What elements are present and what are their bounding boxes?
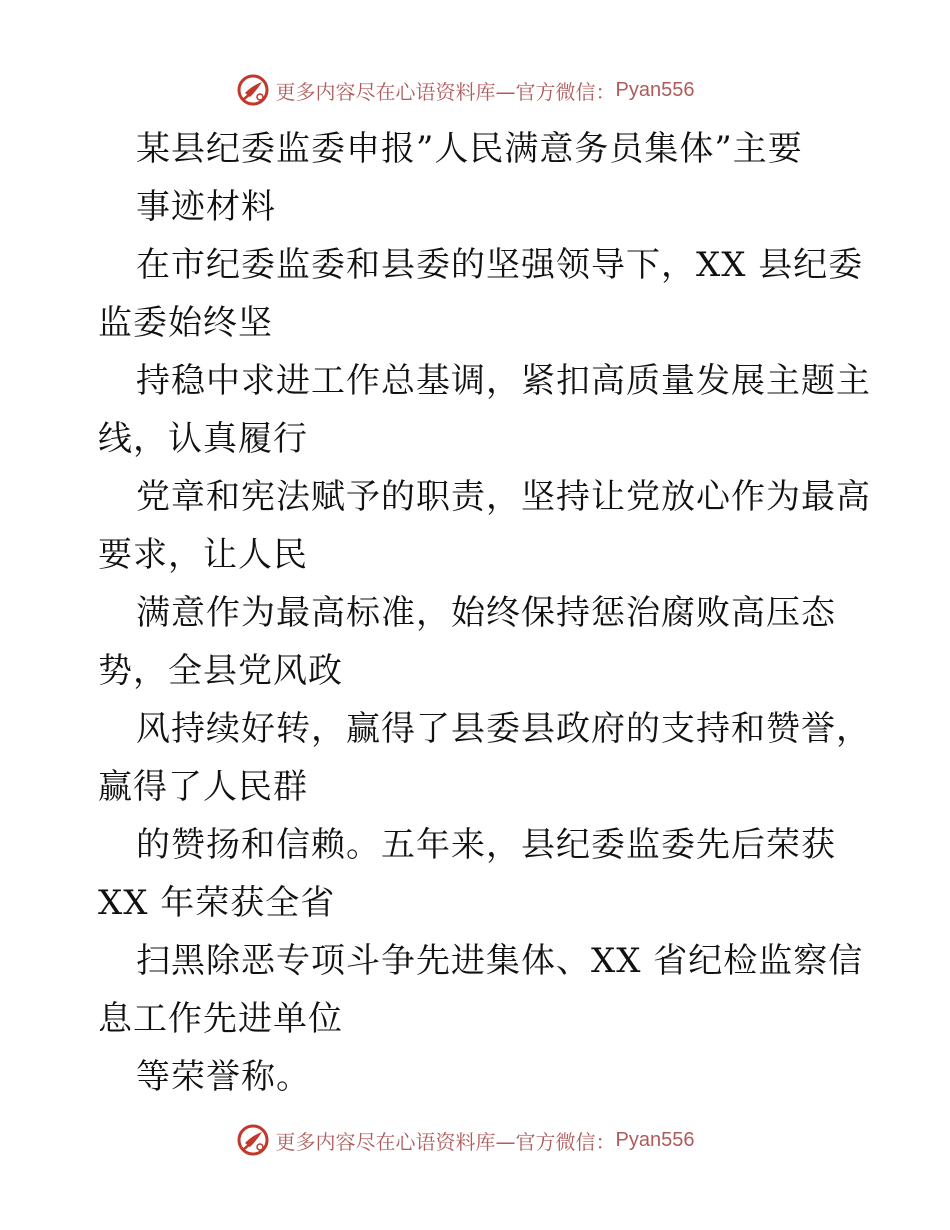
doc-line: 党章和宪法赋予的职责，坚持让党放心作为最高	[136, 477, 871, 517]
header-banner-inner	[236, 73, 695, 107]
doc-title-line-2: 事迹材料	[136, 187, 276, 227]
header-banner-id: Pyan556	[615, 78, 695, 101]
doc-line: 在市纪委监委和县委的坚强领导下，XX 县纪委	[136, 245, 864, 285]
footer-banner-id: Pyan556	[615, 1128, 695, 1151]
doc-line: 势，全县党风政	[98, 651, 343, 691]
footer-banner	[0, 1120, 950, 1160]
doc-title-line-1: 某县纪委监委申报”人民满意务员集体”主要	[136, 129, 803, 169]
doc-line: 息工作先进单位	[98, 999, 343, 1039]
doc-line: 风持续好转，赢得了县委县政府的支持和赞誉，	[136, 709, 871, 749]
doc-line: 的赞扬和信赖。五年来，县纪委监委先后荣获	[136, 825, 836, 865]
doc-line: XX 年荣获全省	[98, 883, 336, 923]
header-banner	[0, 70, 950, 110]
doc-line: 线，认真履行	[98, 419, 308, 459]
header-banner-text: 更多内容尽在心语资料库—官方微信：	[275, 79, 616, 104]
doc-line: 满意作为最高标准，始终保持惩治腐败高压态	[136, 593, 836, 633]
doc-line: 监委始终坚	[98, 303, 273, 343]
footer-banner-inner	[236, 1123, 695, 1157]
doc-line: 赢得了人民群	[98, 767, 308, 807]
doc-line: 扫黑除恶专项斗争先进集体、XX 省纪检监察信	[136, 941, 864, 981]
doc-line: 要求，让人民	[98, 535, 308, 575]
footer-banner-text: 更多内容尽在心语资料库—官方微信：	[275, 1129, 616, 1154]
doc-line: 持稳中求进工作总基调，紧扣高质量发展主题主	[136, 361, 871, 401]
doc-line: 等荣誉称。	[136, 1057, 311, 1097]
book-quill-logo-icon	[236, 1123, 270, 1157]
book-quill-logo-icon	[236, 73, 270, 107]
